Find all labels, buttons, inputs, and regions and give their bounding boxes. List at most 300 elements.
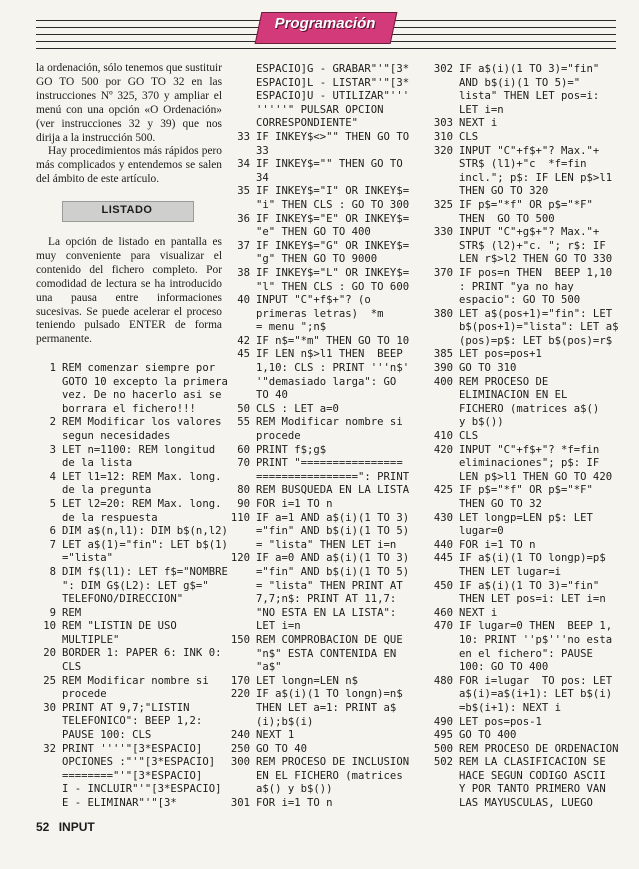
code-line — [427, 172, 618, 186]
code-text: "i" THEN CLS : GO TO 300 — [256, 198, 410, 211]
line-number: 8 — [49, 565, 56, 578]
line-number: 420 — [433, 443, 453, 456]
line-number: 490 — [433, 715, 453, 728]
code-line — [427, 675, 618, 689]
code-line — [30, 770, 228, 784]
code-text: IF INKEY$<>"" THEN GO TO — [256, 130, 410, 143]
code-line — [427, 580, 618, 594]
line-number: 250 — [230, 742, 250, 755]
line-number: 110 — [230, 511, 250, 524]
line-number: 6 — [49, 525, 56, 538]
code-text: ========"'"[3*ESPACIO] — [62, 769, 203, 782]
line-number: 310 — [433, 130, 453, 143]
code-line — [226, 199, 409, 213]
code-line — [427, 308, 618, 322]
code-text: 10: PRINT ''p$'''no esta — [459, 633, 613, 646]
line-number — [427, 403, 459, 417]
line-number: 32 — [43, 742, 56, 755]
code-line — [427, 430, 618, 444]
code-text: HACE SEGUN CODIGO ASCII — [459, 769, 606, 782]
code-line — [30, 756, 228, 770]
code-text: (pos)=p$: LET b$(pos)=r$ — [459, 334, 613, 347]
code-line — [226, 104, 409, 118]
line-number: 170 — [230, 674, 250, 687]
line-number — [226, 104, 256, 118]
line-number — [427, 185, 459, 199]
line-number — [226, 145, 256, 159]
line-number: 25 — [43, 674, 56, 687]
code-text: FOR i=1 TO n — [459, 538, 536, 551]
line-number — [30, 552, 62, 566]
line-number — [30, 593, 62, 607]
code-text: OPCIONES :"'"[3*ESPACIO] — [62, 756, 216, 769]
code-text: procede — [256, 430, 301, 443]
code-line — [427, 552, 618, 566]
code-line — [30, 471, 228, 485]
code-text: CORRESPONDIENTE" — [256, 117, 359, 130]
code-line — [226, 471, 409, 485]
code-line — [30, 729, 228, 743]
code-text: lista" THEN LET pos=i: — [459, 90, 600, 103]
line-number — [226, 117, 256, 131]
code-text: REM comenzar siempre por — [62, 362, 216, 374]
code-text: LEN p$>l1 THEN GO TO 420 — [459, 470, 613, 483]
code-text: IF a=1 AND a$(i)(1 TO 3) — [256, 511, 410, 524]
code-line — [427, 797, 618, 811]
code-line — [30, 743, 228, 757]
code-text: REM COMPROBACION DE QUE — [256, 633, 403, 646]
code-text: IF INKEY$="I" OR INKEY$= — [256, 185, 410, 198]
code-line — [226, 743, 409, 757]
line-number — [30, 580, 62, 594]
line-number: 400 — [433, 375, 453, 388]
code-text: ================": PRINT — [256, 470, 410, 483]
code-text: 33 — [256, 144, 269, 157]
code-line — [30, 403, 228, 417]
code-text: STR$ (l2)+"c. "; r$: IF — [459, 239, 606, 252]
code-line — [226, 770, 409, 784]
line-number — [427, 416, 459, 430]
code-line — [427, 634, 618, 648]
code-line — [226, 566, 409, 580]
code-text: IF a$(i)(1 TO longp)=p$ — [459, 552, 606, 565]
code-line — [226, 403, 409, 417]
intro-text — [36, 62, 222, 187]
code-line — [226, 376, 409, 390]
line-number: 120 — [230, 552, 250, 565]
code-line — [30, 675, 228, 689]
code-line — [427, 661, 618, 675]
line-number: 502 — [433, 756, 453, 769]
line-number — [427, 797, 459, 811]
code-text: IF LEN n$>l1 THEN BEEP — [256, 348, 403, 361]
code-text: espacio": GO TO 500 — [459, 294, 581, 307]
code-line — [226, 620, 409, 634]
line-number: 33 — [237, 130, 250, 143]
code-line — [30, 783, 228, 797]
code-text: de la lista — [62, 457, 133, 470]
code-text: 7,7;n$: PRINT AT 11,7: — [256, 593, 397, 606]
code-line — [427, 253, 618, 267]
line-number — [30, 756, 62, 770]
code-text: a$(i)=a$(i+1): LET b$(i) — [459, 688, 613, 701]
line-number: 330 — [433, 226, 453, 239]
magazine-name: INPUT — [58, 820, 95, 834]
code-text: borrara el fichero!!! — [62, 402, 196, 415]
code-text: "g" THEN GO TO 9000 — [256, 253, 378, 266]
line-number — [427, 90, 459, 104]
line-number: 35 — [237, 185, 250, 198]
line-number — [427, 783, 459, 797]
code-text: LAS MAYUSCULAS, LUEGO — [459, 797, 593, 810]
code-text: lugar=0 — [459, 525, 504, 538]
code-text: LET i=n — [459, 103, 504, 116]
code-line — [427, 335, 618, 349]
code-text: 100: GO TO 400 — [459, 661, 549, 674]
line-number: 445 — [433, 552, 453, 565]
line-number: 325 — [433, 198, 453, 211]
line-number: 240 — [230, 729, 250, 742]
line-number: 20 — [43, 647, 56, 660]
line-number — [30, 661, 62, 675]
code-line — [427, 403, 618, 417]
code-text: REM PROCESO DE INCLUSION — [256, 756, 410, 769]
line-number — [427, 294, 459, 308]
code-text: 34 — [256, 171, 269, 184]
code-text: REM PROCESO DE — [459, 375, 549, 388]
code-text: ESPACIO]G - GRABAR"'"[3* — [256, 63, 410, 75]
code-text: FOR i=lugar TO pos: LET — [459, 674, 613, 687]
code-line — [427, 185, 618, 199]
code-line — [427, 145, 618, 159]
line-number — [226, 376, 256, 390]
code-text: procede — [62, 688, 107, 701]
line-number — [30, 729, 62, 743]
line-number: 320 — [433, 144, 453, 157]
code-line — [226, 648, 409, 662]
code-text: DIM f$(l1): LET f$="NOMBRE — [62, 565, 228, 578]
code-text: CLS — [459, 430, 479, 443]
code-line — [226, 335, 409, 349]
code-text: TELEFONICO": BEEP 1,2: — [62, 715, 203, 728]
line-number — [226, 389, 256, 403]
line-number — [427, 172, 459, 186]
code-line — [427, 376, 618, 390]
line-number — [427, 213, 459, 227]
code-text: BORDER 1: PAPER 6: INK 0: — [62, 647, 222, 660]
code-text: LET l1=12: REM Max. long. — [62, 470, 222, 483]
code-text: eliminaciones"; p$: IF — [459, 457, 600, 470]
code-text: "NO ESTA EN LA LISTA": — [256, 606, 397, 619]
line-number: 470 — [433, 620, 453, 633]
code-line — [30, 702, 228, 716]
code-line — [226, 281, 409, 295]
code-text: THEN LET a=1: PRINT a$ — [256, 701, 397, 714]
code-line — [427, 63, 618, 77]
code-text: "e" THEN GO TO 400 — [256, 226, 371, 239]
line-number: 301 — [230, 797, 250, 810]
code-line — [226, 580, 409, 594]
code-line — [226, 675, 409, 689]
line-number: 370 — [433, 266, 453, 279]
code-line — [30, 457, 228, 471]
line-number — [427, 525, 459, 539]
line-number: 302 — [433, 63, 453, 75]
line-number: 440 — [433, 538, 453, 551]
code-line — [226, 185, 409, 199]
code-line — [226, 457, 409, 471]
code-text: IF INKEY$="" THEN GO TO — [256, 158, 403, 171]
code-text: E - ELIMINAR"'"[3* — [62, 797, 177, 809]
code-line — [226, 321, 409, 335]
line-number: 10 — [43, 620, 56, 633]
line-number: 42 — [237, 334, 250, 347]
code-line — [226, 688, 409, 702]
code-line — [226, 308, 409, 322]
code-line — [427, 199, 618, 213]
code-text: NEXT i — [459, 606, 498, 619]
line-number — [226, 199, 256, 213]
code-text: CLS — [62, 661, 82, 674]
line-number — [427, 104, 459, 118]
line-number — [226, 281, 256, 295]
code-line — [427, 729, 618, 743]
code-text: primeras letras) *m — [256, 307, 384, 320]
line-number: 50 — [237, 402, 250, 415]
code-text: STR$ (l1)+"c *f=fin — [459, 158, 587, 171]
code-line — [427, 362, 618, 376]
line-number: 495 — [433, 729, 453, 742]
line-number — [226, 702, 256, 716]
line-number — [226, 716, 256, 730]
code-line — [30, 430, 228, 444]
line-number: 9 — [49, 606, 56, 619]
code-line — [226, 797, 409, 811]
line-number — [427, 158, 459, 172]
code-line — [226, 498, 409, 512]
line-number: 410 — [433, 430, 453, 443]
section-title: Programación — [274, 15, 376, 32]
line-number — [30, 634, 62, 648]
code-line — [30, 444, 228, 458]
code-text: IF INKEY$="L" OR INKEY$= — [256, 266, 410, 279]
code-text: PRINT ''''"[3*ESPACIO] — [62, 742, 203, 755]
line-number: 60 — [237, 443, 250, 456]
code-line — [427, 471, 618, 485]
line-number — [427, 593, 459, 607]
intro-paragraph: la ordenación, sólo tenemos que sustituir GO TO 500 por GO TO 32 en las instrucciones Nº 325, 370 y ampliar el menú con una opción «O Ordenación» (ver instrucciones 32 y 39) que nos dirija a la instrucción 500. — [36, 62, 223, 144]
code-text: IF a=0 AND a$(i)(1 TO 3) — [256, 552, 410, 565]
code-text: = "lista" THEN PRINT AT — [256, 579, 403, 592]
code-text: REM Modificar los valores — [62, 416, 222, 429]
code-text: ="fin" AND b$(i)(1 TO 5) — [256, 525, 410, 538]
code-line — [427, 525, 618, 539]
line-number — [30, 389, 62, 403]
code-text: GOTO 10 excepto la primera — [62, 375, 228, 388]
code-text: LET a$(1)="fin": LET b$(1) — [62, 538, 228, 551]
code-line — [226, 226, 409, 240]
listado-paragraph: La opción de listado en pantalla es muy conveniente para visualizar el contenido del fichero completo. Por comodidad de lectura se ha introducido una pausa entre informaciones sucesivas. Se puede acelerar el proceso teniendo pulsado ENTER de forma permanente. — [36, 236, 222, 346]
code-text: GO TO 400 — [459, 729, 517, 742]
code-line — [226, 593, 409, 607]
code-line — [226, 362, 409, 376]
code-text: "l" THEN CLS : GO TO 600 — [256, 280, 410, 293]
code-text: a$() y b$()) — [256, 783, 333, 796]
line-number: 5 — [49, 497, 56, 510]
code-text: FICHERO (matrices a$() — [459, 402, 600, 415]
line-number: 90 — [237, 498, 250, 510]
code-line — [30, 566, 228, 580]
code-text: DIM a$(n,l1): DIM b$(n,l2) — [62, 525, 228, 538]
code-line — [30, 580, 228, 594]
code-line — [30, 512, 228, 526]
line-number — [226, 620, 256, 634]
code-line — [427, 158, 618, 172]
intro-paragraph: Hay procedimientos más rápidos pero más complicados y entendemos se salen del ámbito de este artículo. — [36, 145, 222, 186]
code-line — [226, 63, 409, 77]
code-text: FOR i=1 TO n — [256, 797, 333, 810]
code-line — [226, 512, 409, 526]
code-text: IF a$(i)(1 TO longn)=n$ — [256, 688, 403, 701]
line-number — [226, 430, 256, 444]
code-text: LET pos=pos+1 — [459, 348, 542, 361]
code-text: THEN GO TO 500 — [459, 212, 555, 225]
code-line — [226, 525, 409, 539]
code-line — [427, 593, 618, 607]
code-text: en el fichero": PAUSE — [459, 647, 593, 660]
code-text: REM LA CLASIFICACION SE — [459, 756, 606, 769]
code-text: INPUT "C"+f$+"? *f=fin — [459, 443, 600, 456]
line-number — [427, 661, 459, 675]
code-column-2 — [226, 63, 409, 811]
code-line — [427, 389, 618, 403]
line-number — [427, 770, 459, 784]
code-text: I - INCLUIR"'"[3*ESPACIO] — [62, 783, 222, 796]
line-number — [427, 688, 459, 702]
code-text: segun necesidades — [62, 429, 171, 442]
line-number — [30, 457, 62, 471]
code-text: incl."; p$: IF LEN p$>l1 — [459, 171, 613, 184]
line-number — [427, 335, 459, 349]
code-text: 1,10: CLS : PRINT '''n$' — [256, 362, 410, 375]
line-number: 45 — [237, 348, 250, 361]
code-line — [30, 593, 228, 607]
line-number — [226, 607, 256, 621]
code-text: REM — [62, 606, 82, 619]
code-text: vez. De no hacerlo asi se — [62, 389, 222, 402]
code-line — [30, 607, 228, 621]
code-line — [226, 430, 409, 444]
code-line — [226, 348, 409, 362]
code-text: THEN GO TO 320 — [459, 185, 549, 198]
code-text: INPUT "C"+f$+"? (o — [256, 294, 371, 307]
code-line — [226, 145, 409, 159]
code-line — [427, 539, 618, 553]
code-line — [226, 158, 409, 172]
line-number: 36 — [237, 212, 250, 225]
code-line — [427, 498, 618, 512]
line-number — [226, 308, 256, 322]
line-number — [427, 77, 459, 91]
code-text: IF a$(i)(1 TO 3)="fin" — [459, 579, 600, 592]
code-text: CLS : LET a=0 — [256, 402, 339, 415]
line-number — [226, 661, 256, 675]
code-text: = "lista" THEN LET i=n — [256, 538, 397, 551]
line-number — [427, 281, 459, 295]
line-number — [30, 770, 62, 784]
code-line — [427, 783, 618, 797]
code-text: IF INKEY$="E" OR INKEY$= — [256, 212, 410, 225]
code-text: FOR i=1 TO n — [256, 498, 333, 510]
line-number: 4 — [49, 470, 56, 483]
code-text: LET l2=20: REM Max. long. — [62, 497, 222, 510]
code-text: MULTIPLE" — [62, 633, 120, 646]
line-number — [427, 648, 459, 662]
code-text: PRINT "================ — [256, 457, 403, 470]
listado-heading: LISTADO — [101, 204, 153, 216]
line-number — [427, 498, 459, 512]
code-line — [427, 607, 618, 621]
code-text: PRINT f$;g$ — [256, 443, 327, 456]
code-text: LET n=1100: REM longitud — [62, 443, 216, 456]
code-line — [226, 661, 409, 675]
code-text: IF pos=n THEN BEEP 1,10 — [459, 266, 613, 279]
line-number — [30, 484, 62, 498]
code-text: LET longn=LEN n$ — [256, 674, 359, 687]
code-line — [427, 104, 618, 118]
line-number — [226, 580, 256, 594]
line-number: 37 — [237, 239, 250, 252]
code-line — [226, 213, 409, 227]
line-number — [427, 240, 459, 254]
code-line — [30, 661, 228, 675]
code-text: de la respuesta — [62, 511, 158, 524]
header-rule — [36, 48, 616, 49]
line-number: 40 — [237, 294, 250, 307]
code-text: "n$" ESTA CONTENIDA EN — [256, 647, 397, 660]
code-line — [226, 77, 409, 91]
code-text: LET longp=LEN p$: LET — [459, 511, 593, 524]
code-text: PRINT AT 9,7;"LISTIN — [62, 701, 190, 714]
line-number — [30, 783, 62, 797]
line-number — [30, 430, 62, 444]
line-number — [226, 783, 256, 797]
line-number — [226, 172, 256, 186]
code-line — [30, 797, 228, 811]
code-line — [427, 743, 618, 757]
code-text: NEXT 1 — [256, 729, 295, 742]
code-line — [226, 783, 409, 797]
code-line — [226, 389, 409, 403]
line-number: 380 — [433, 307, 453, 320]
code-text: EN EL FICHERO (matrices — [256, 769, 403, 782]
code-line — [226, 552, 409, 566]
code-line — [226, 702, 409, 716]
line-number: 7 — [49, 538, 56, 551]
code-line — [226, 484, 409, 498]
code-text: = menu ";n$ — [256, 321, 327, 334]
code-text: LET a$(pos+1)="fin": LET — [459, 307, 613, 320]
code-line — [427, 702, 618, 716]
line-number: 300 — [230, 756, 250, 769]
line-number — [226, 770, 256, 784]
code-text: ="lista" — [62, 552, 114, 565]
code-line — [30, 647, 228, 661]
line-number — [427, 702, 459, 716]
code-line — [427, 444, 618, 458]
code-text: b$(pos+1)="lista": LET a$ — [459, 321, 619, 334]
line-number: 500 — [433, 742, 453, 755]
